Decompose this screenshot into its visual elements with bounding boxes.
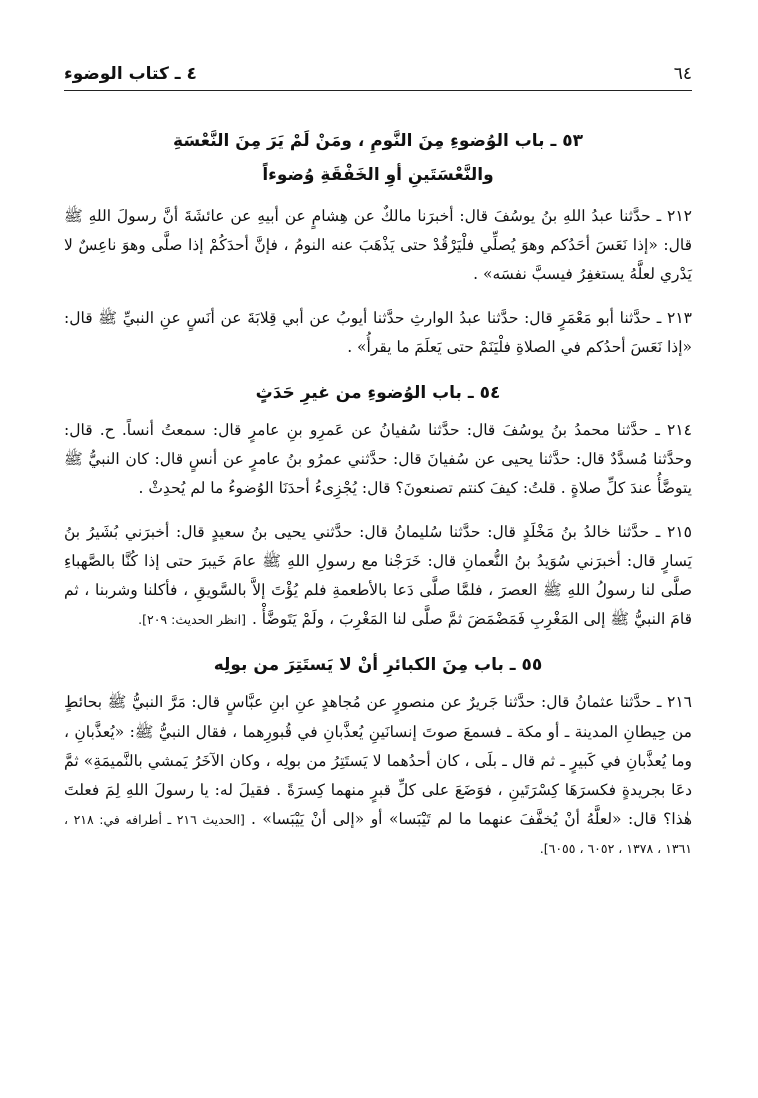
hadith-212: ٢١٢ ـ حدَّثنا عبدُ اللهِ بنُ يوسُفَ قال: أخبرَنا مالكٌ عن هِشامٍ عن أبيهِ عن عائشَةَ أنَّ رسولَ اللهِ ﷺ قال: «إذا نَعَسَ أحَدُكم وهوَ يُصلِّي فلْيَرْقُدْ حتى يَذْهَبَ عنه النومُ ، فإنَّ أحدَكُمْ إذا صلَّى وهوَ ناعِسٌ لا يَدْري لعلَّهُ يستغفِرُ فيسبَّ نفسَه» . <box>64 207 692 284</box>
section-53-title-line2: والنَّعْسَتَينِ أوِ الخَفْقَةِ وُضوءاً <box>262 165 494 185</box>
hadith-216-reference: [الحديث ٢١٦ ـ أطرافه في: ٢١٨ ، ١٣٦١ ، ١٣٧٨ ، ٦٠٥٢ ، ٦٠٥٥]. <box>64 812 692 857</box>
hadith-213: ٢١٣ ـ حدَّثنا أبو مَعْمَرٍ قال: حدَّثنا عبدُ الوارثِ حدَّثنا أيوبُ عن أبي قِلابَةَ عن أنَسٍ عنِ النبيِّ ﷺ قال: «إذا نَعَسَ أحدُكم في الصلاةِ فلْيَنَمْ حتى يَعلَمَ ما يقرأُ» . <box>64 308 692 356</box>
section-55-title: ٥٥ ـ باب مِنَ الكبائرِ أنْ لا يَستَتِرَ من بولِه <box>213 655 543 676</box>
page-header <box>64 58 692 91</box>
hadith-215-text: ٢١٥ ـ حدَّثنا خالدُ بنُ مَخْلَدٍ قال: حدَّثنا سُليمانُ قال: حدَّثني يحيى بنُ سعيدٍ قال: أخبرَني بُشَيرُ بنُ يَسارٍ قال: أخبرَني سُوَيدُ بنُ النُّعمانِ قال: خَرَجْنا مع رسولِ اللهِ ﷺ عامَ خَيبرَ حتى إذا كُنَّا بالصَّهباءِ صلَّى لنا رسولُ اللهِ ﷺ العصرَ ، فلمَّا صلَّى دَعا بالأطعمةِ فلم يُؤْتَ إلاَّ بالسَّويقِ ، فأكلنا وشربنا ، ثم قامَ النبيُّ ﷺ إلى المَغْرِبِ فَمَضْمَضَ ثمَّ صلَّى لنا المَغْرِبَ ، ولَمْ يَتَوضَّأْ . <box>64 522 692 629</box>
section-54-title: ٥٤ ـ باب الوُضوءِ من غيرِ حَدَثٍ <box>255 383 501 404</box>
hadith-216-text: ٢١٦ ـ حدَّثنا عثمانُ قال: حدَّثنا جَريرٌ عن منصورٍ عن مُجاهدٍ عنِ ابنِ عبَّاسٍ قال: مَرَّ النبيُّ ﷺ بحائطٍ من حِيطانِ المدينة ـ أو مكة ـ فسمعَ صوتَ إنسانَينِ يُعذَّبانِ في قُبورِهما ، فقال النبيُّ ﷺ: «يُعذَّبانِ ، وما يُعذَّبانِ في كَبيرٍ ـ ثم قال ـ بلَى ، كان أحدُهما لا يَستَتِرُ من بولِه ، وكان الآخَرُ يَمشي بالنَّميمَةِ» ثمَّ دعَا بجريدةٍ فكسرَهَا كِسْرَتَينِ ، فوَضَعَ على كلِّ قبرٍ منهما كِسرَةً . فقيلَ له: يا رسولَ اللهِ لِمَ فعلتَ هٰذا؟ قال: «لعلَّهُ أنْ يُخفَّفَ عنهما ما لم تَيْبَسا» أو «إلى أنْ يَيْبَسا» . <box>64 693 692 829</box>
hadith-215 <box>64 518 692 635</box>
hadith-216 <box>64 688 692 863</box>
page-number: ٦٤ <box>673 64 692 84</box>
running-chapter-title: ٤ ـ كتاب الوضوء <box>64 64 197 84</box>
section-53-title-line1: ٥٣ ـ باب الوُضوءِ مِنَ النَّومِ ، ومَنْ لَمْ يَرَ مِنَ النَّعْسَةِ <box>173 131 583 151</box>
hadith-214: ٢١٤ ـ حدَّثنا محمدُ بنُ يوسُفَ قال: حدَّثنا سُفيانُ عن عَمرِو بنِ عامرٍ قال: سمعتُ أنساً. ح. قال: وحدَّثنا مُسدَّدٌ قال: حدَّثنا يحيى عن سُفيانَ قال: حدَّثني عمرُو بنُ عامرٍ عن أنسٍ قال: كان النبيُّ ﷺ يتوضَّأُ عندَ كلِّ صلاةٍ . قلتُ: كيفَ كنتم تصنعونَ؟ قال: يُجْزِىءُ أحدَنَا الوُضوءُ ما لم يُحدِثْ . <box>64 421 692 498</box>
hadith-215-reference: [انظر الحديث: ٢٠٩]. <box>138 612 246 628</box>
page-body <box>64 104 692 1078</box>
